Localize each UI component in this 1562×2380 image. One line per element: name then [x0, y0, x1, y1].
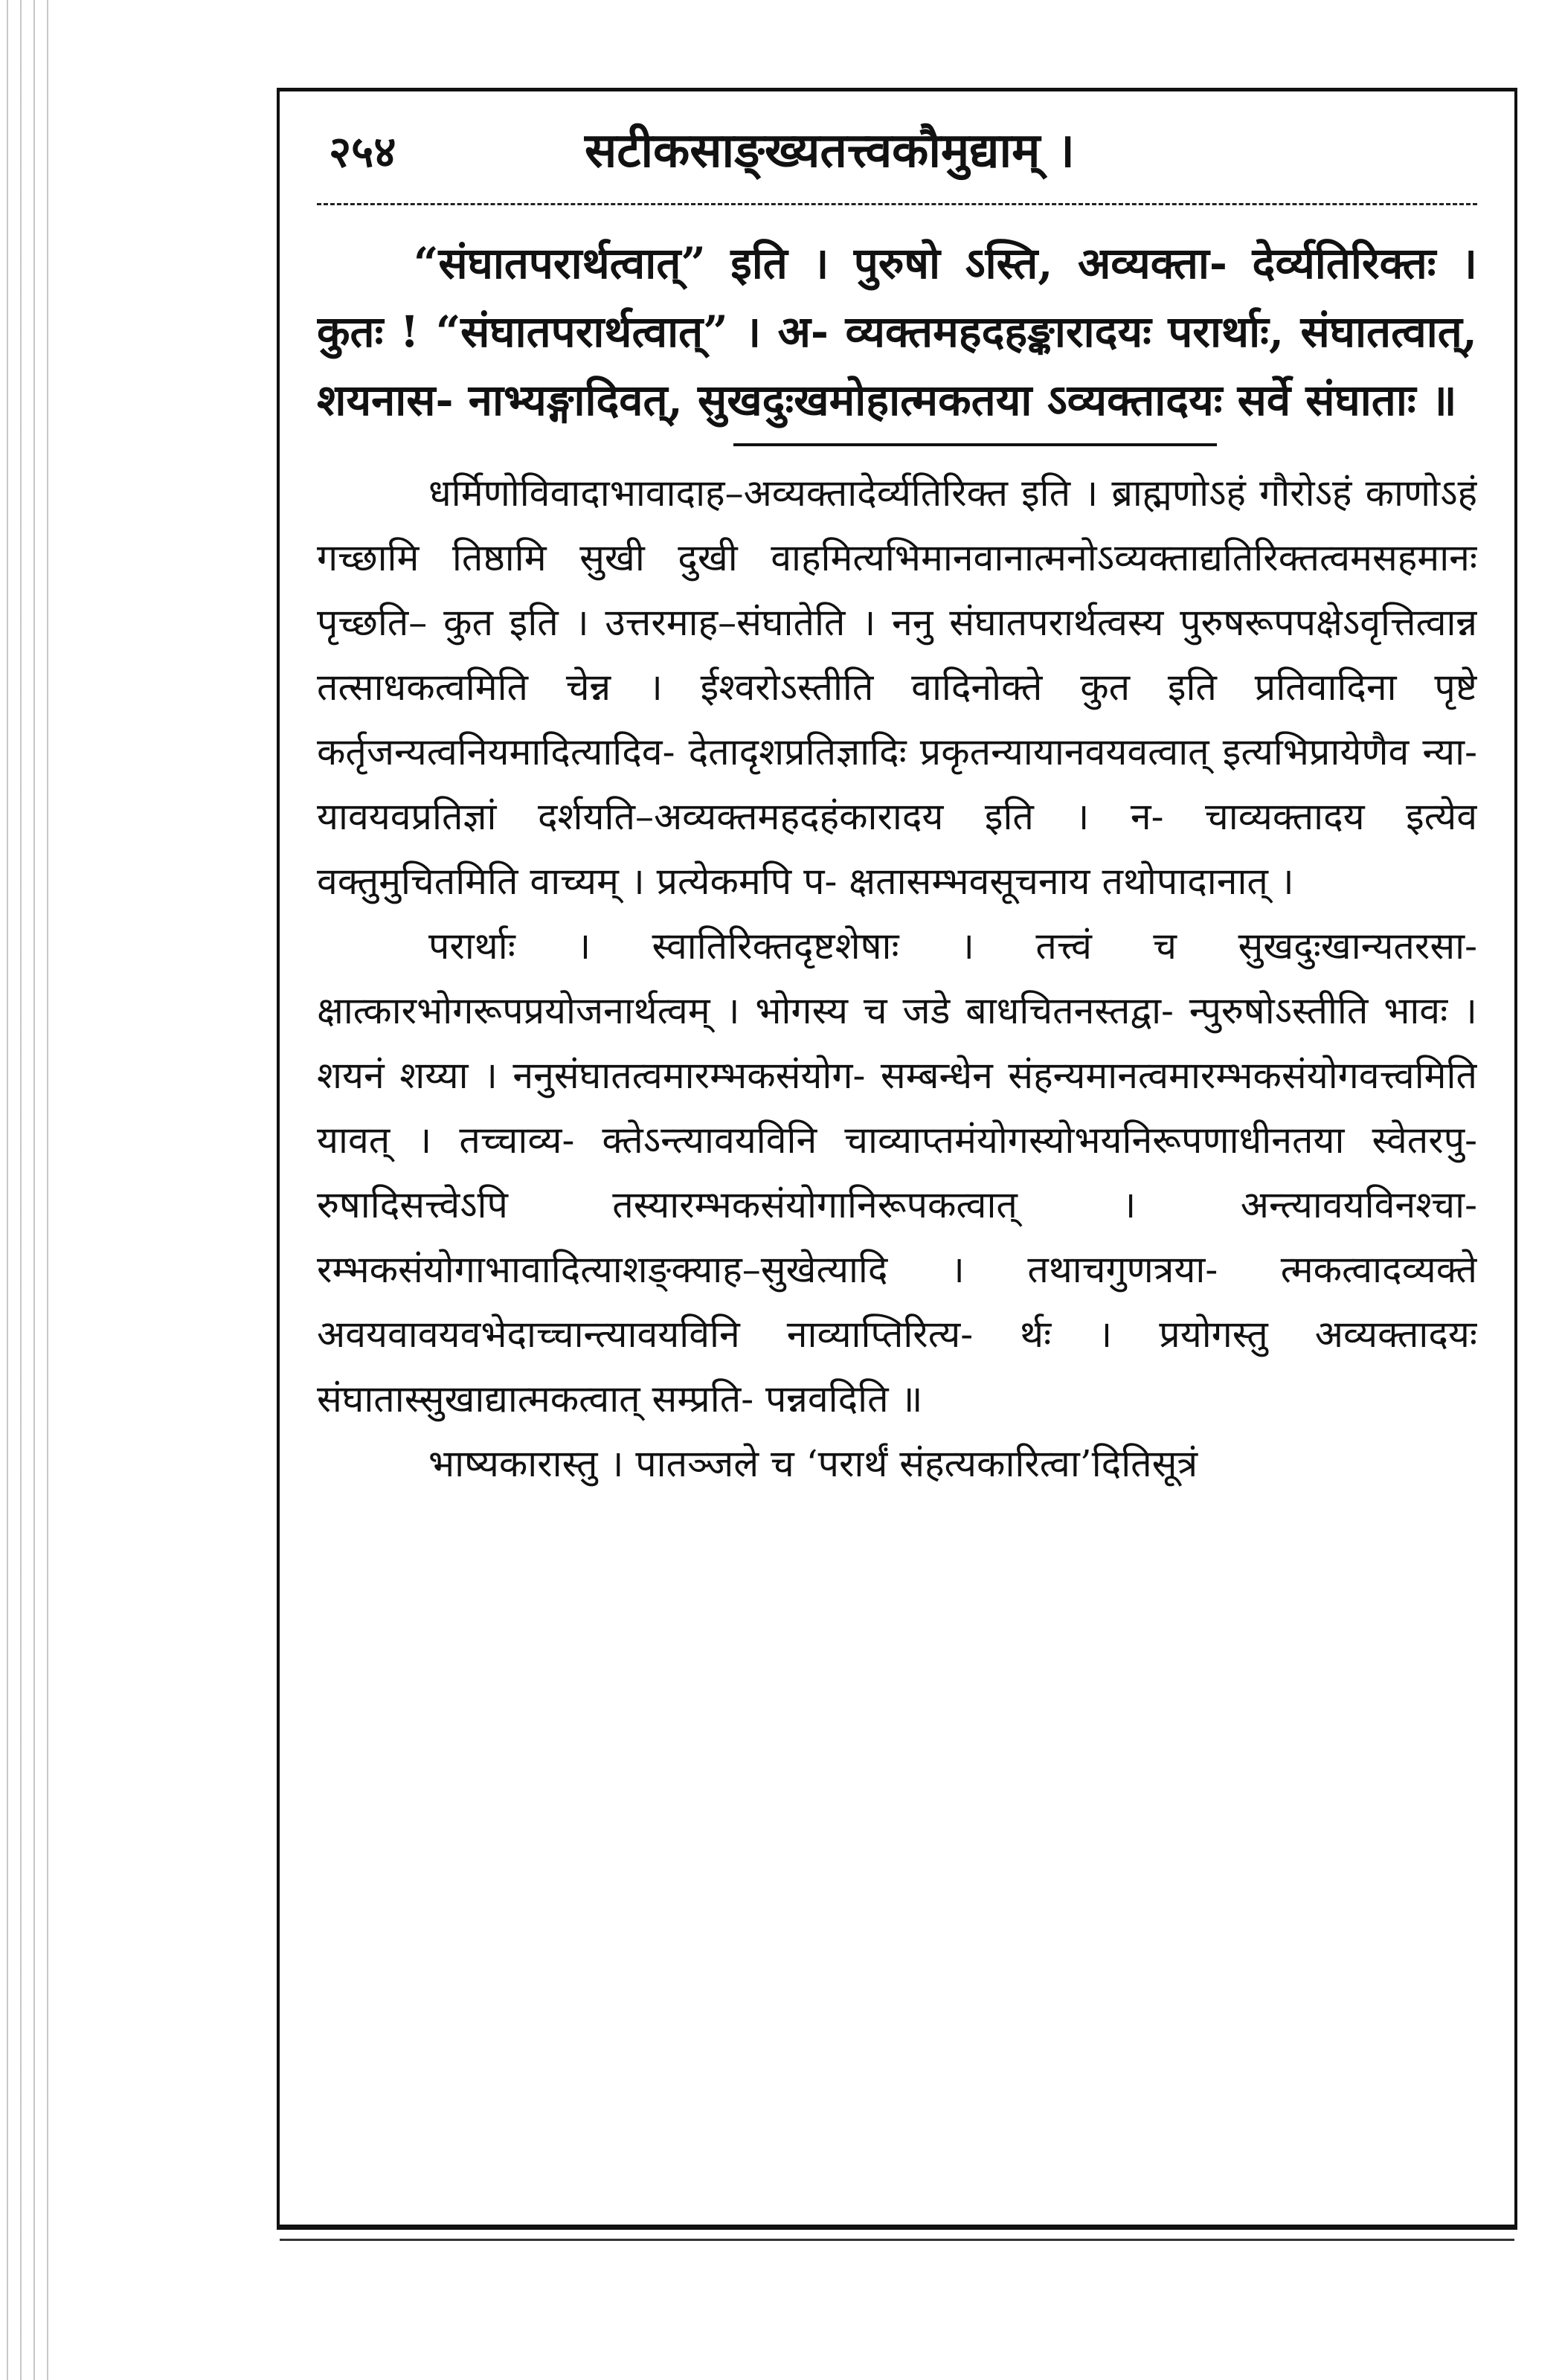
page-number: २५४: [329, 126, 396, 177]
section-divider: [733, 443, 1217, 446]
sutra-paragraph: “संघातपरार्थत्वात्” इति । पुरुषो ऽस्ति, अव्यक्ता- देर्व्यतिरिक्तः । कुतः ! “संघातपरार्थत्वात्” । अ- व्यक्तमहदहङ्कारादयः परार्थाः, संघातत्वात्, शयनास- नाभ्यङ्गादिवत्, सुखदुःखमोहात्मकतया ऽव्यक्तादयः सर्वे संघाताः ॥: [317, 238, 1477, 425]
main-text: [317, 229, 1477, 1496]
page-frame: [277, 88, 1517, 2230]
header-rule: [317, 203, 1477, 205]
commentary-paragraph: धर्मिणोविवादाभावादाह–अव्यक्तादेर्व्यतिरिक्त इति । ब्राह्मणोऽहं गौरोऽहं काणोऽहं गच्छामि तिष्ठामि सुखी दुखी वाहमित्यभिमानवानात्मनोऽव्यक्ताद्यतिरिक्तत्वमसहमानः पृच्छति– कुत इति । उत्तरमाह–संघातेति । ननु संघातपरार्थत्वस्य पुरुषरूपपक्षेऽवृत्तित्वान्न तत्साधकत्वमिति चेन्न । ईश्वरोऽस्तीति वादिनोक्ते कुत इति प्रतिवादिना पृष्टे कर्तृजन्यत्वनियमादित्यादिव- देतादृशप्रतिज्ञादिः प्रकृतन्यायानवयवत्वात् इत्यभिप्रायेणैव न्या- यावयवप्रतिज्ञां दर्शयति–अव्यक्तमहदहंकारादय इति । न- चाव्यक्तादय इत्येव वक्तुमुचितमिति वाच्यम् । प्रत्येकमपि प- क्षतासम्भवसूचनाय तथोपादानात् ।: [317, 472, 1477, 903]
bottom-rule: [280, 2239, 1514, 2241]
commentary-paragraph: भाष्यकारास्तु । पातञ्जले च ‘परार्थं संहत्यकारित्वा’दितिसूत्रं: [428, 1442, 1198, 1485]
page-header: [317, 121, 1477, 203]
running-title: सटीकसाङ्ख्यतत्त्वकौमुद्याम् ।: [585, 123, 1075, 178]
page-binding-edge: [0, 0, 52, 2380]
commentary-paragraph: परार्थाः । स्वातिरिक्तदृष्टशेषाः । तत्त्वं च सुखदुःखान्यतरसा- क्षात्कारभोगरूपप्रयोजनार्थत्वम् । भोगस्य च जडे बाधचितनस्तद्वा- न्पुरुषोऽस्तीति भावः । शयनं शय्या । ननुसंघातत्वमारम्भकसंयोग- सम्बन्धेन संहन्यमानत्वमारम्भकसंयोगवत्त्वमिति यावत् । तच्चाव्य- क्तेऽन्त्यावयविनि चाव्याप्तमंयोगस्योभयनिरूपणाधीनतया स्वेतरपु- रुषादिसत्त्वेऽपि तस्यारम्भकसंयोगानिरूपकत्वात् । अन्त्यावयविनश्चा- रम्भकसंयोगाभावादित्याशङ्क्याह–सुखेत्यादि । तथाचगुणत्रया- त्मकत्वादव्यक्ते अवयवावयवभेदाच्चान्त्यावयविनि नाव्याप्तिरित्य- र्थः । प्रयोगस्तु अव्यक्तादयः संघातास्सुखाद्यात्मकत्वात् सम्प्रति- पन्नवदिति ॥: [317, 924, 1477, 1421]
